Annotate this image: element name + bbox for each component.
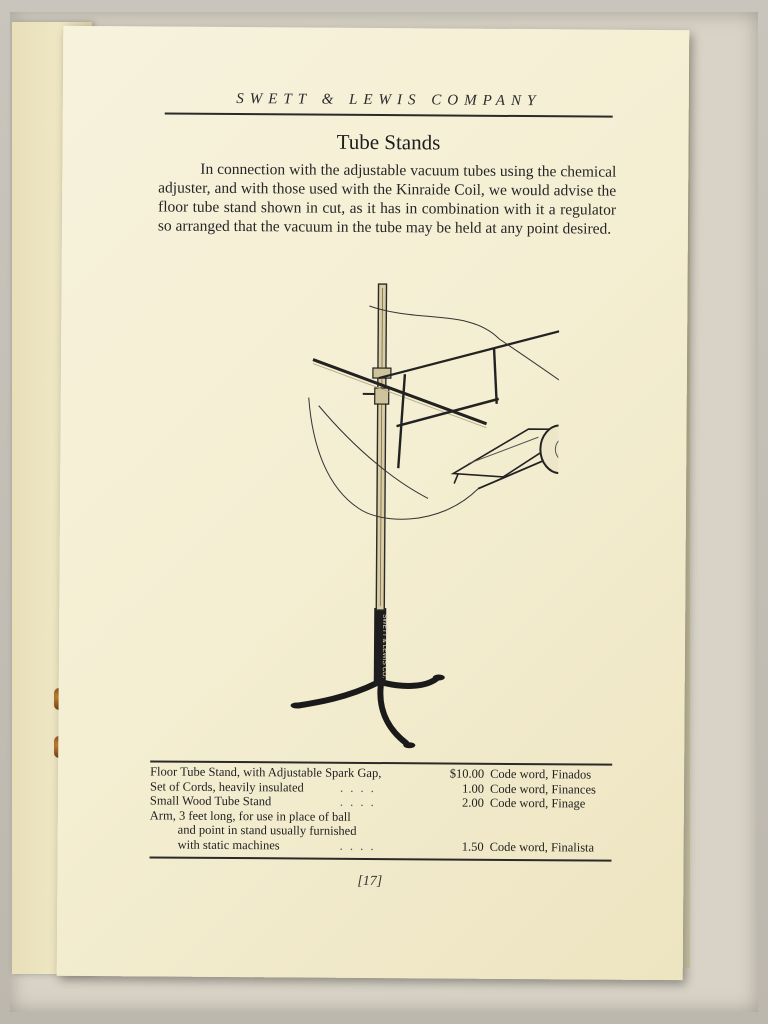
- company-header: SWETT & LEWIS COMPANY: [236, 91, 542, 110]
- section-title: Tube Stands: [336, 129, 441, 155]
- price-code-word: Code word, Finados: [490, 766, 592, 782]
- price-item-name: Floor Tube Stand, with Adjustable Spark Gap,: [150, 764, 382, 781]
- price-item-name: Set of Cords, heavily insulated: [149, 778, 304, 795]
- stand-label: SWETT & LEWIS CO.: [380, 614, 389, 679]
- intro-paragraph: In connection with the adjustable vacuum tubes using the chemical adjuster, and with those used with the Kinraide Coil, we would advise the floor tube stand shown in cut, as it has in combination with it a regulator so arranged that the vacuum in the tube may be held at any point desired.: [157, 160, 617, 238]
- price-list-bottom-rule: [150, 856, 612, 861]
- leader-dots: . . . .: [339, 838, 376, 853]
- price-list: [150, 764, 611, 854]
- price-code-word: Code word, Finage: [489, 795, 586, 811]
- price-code-word: Code word, Finalista: [489, 839, 595, 855]
- price-code-word: Code word, Finances: [489, 781, 596, 797]
- price-value: 1.50: [461, 839, 484, 854]
- price-value: $10.00: [449, 766, 485, 781]
- price-item-name: Arm, 3 feet long, for use in place of ball: [149, 807, 351, 824]
- price-value: 2.00: [461, 795, 484, 810]
- catalog-page: [57, 26, 690, 980]
- price-item-name: with static machines: [177, 837, 280, 852]
- price-item-name: and point in stand usually furnished: [177, 822, 357, 838]
- leader-dots: . . . .: [339, 780, 376, 795]
- header-rule: [165, 113, 613, 118]
- leader-dots: . . . .: [339, 794, 376, 810]
- price-row: [150, 837, 610, 855]
- price-item-name: Small Wood Tube Stand: [149, 793, 272, 809]
- page-number: [17]: [357, 873, 383, 890]
- price-value: 1.00: [462, 781, 485, 796]
- tube-stand-illustration: [226, 277, 559, 759]
